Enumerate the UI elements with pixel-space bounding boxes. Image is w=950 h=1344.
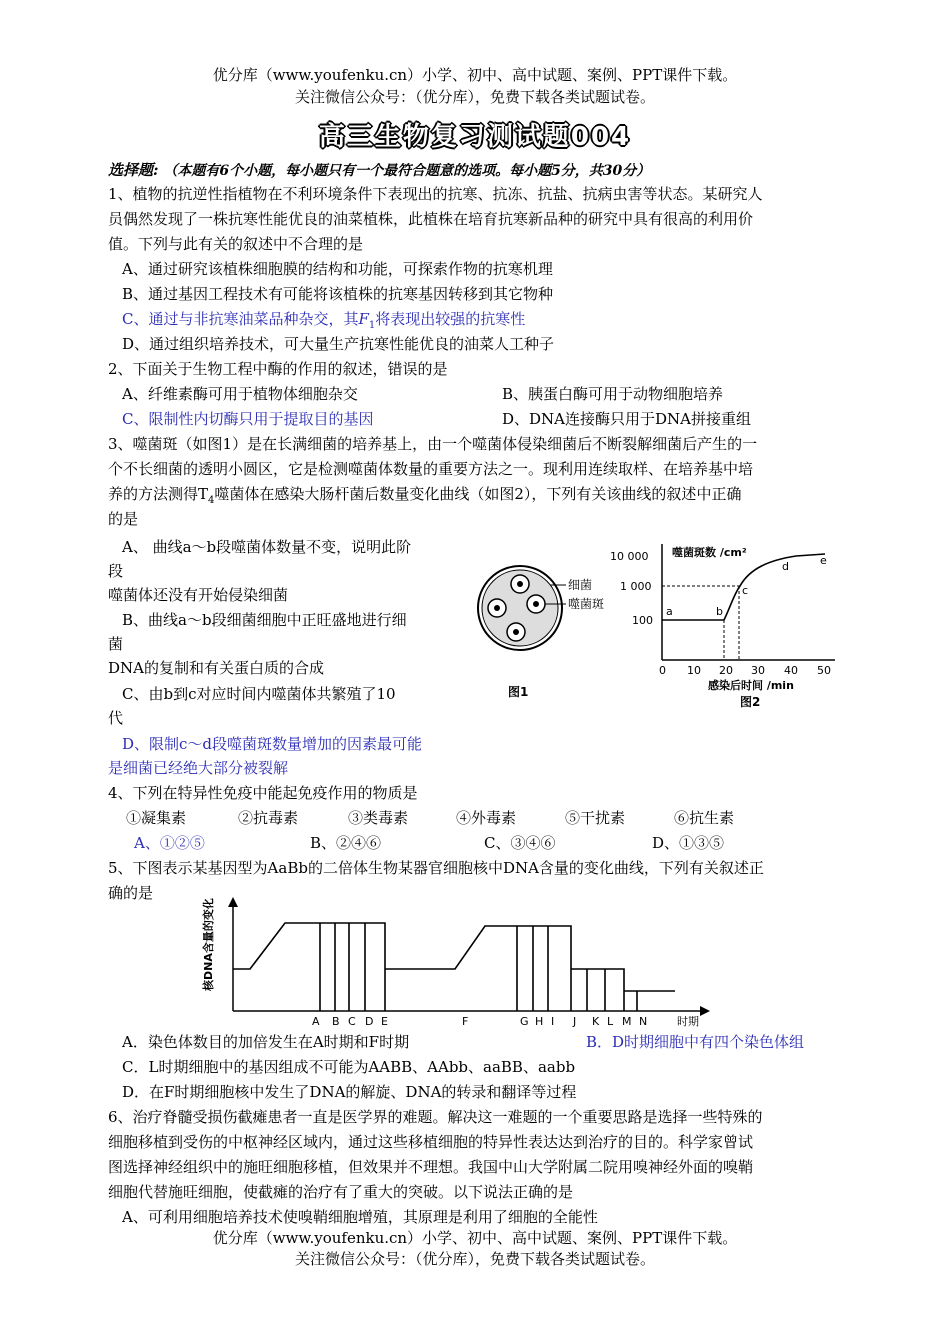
- q4-option-d: D、①③⑤: [652, 834, 725, 852]
- q3-stem-3: [108, 482, 741, 506]
- q2-option-b: B、胰蛋白酶可用于动物细胞培养: [502, 385, 724, 403]
- label-bacteria: 细菌: [568, 578, 593, 592]
- header-line-1: 优分库（www.youfenku.cn）小学、初中、高中试题、案例、PPT课件下载。: [212, 66, 738, 84]
- q3-option-d-2: 是细菌已经绝大部分被裂解: [108, 759, 289, 777]
- q3-option-c-1: C、由b到c对应时间内噬菌体共繁殖了10: [122, 685, 396, 703]
- section-label: 选择题:: [108, 161, 159, 179]
- x-tick-label: 0: [659, 664, 666, 677]
- q3-option-b-2: 菌: [108, 635, 124, 653]
- q6-stem-2: 细胞移植到受伤的中枢神经区域内，通过这些移植细胞的特异性表达达到治疗的目的。科学家曾试: [108, 1133, 754, 1151]
- q5-stem-1: 5、下图表示某基因型为AaBb的二倍体生物某器官细胞核中DNA含量的变化曲线，下列有关叙述正: [108, 859, 764, 877]
- q1-option-c-text-1: C、通过与非抗寒油菜品种杂交，其: [122, 310, 359, 328]
- x-tick-label: A: [312, 1015, 320, 1028]
- x-tick-label: H: [535, 1015, 544, 1028]
- point-c: c: [742, 584, 749, 597]
- x-tick-label: E: [381, 1015, 388, 1028]
- plaque: [507, 623, 525, 641]
- x-tick-label: K: [592, 1015, 600, 1028]
- q1-stem-2: 员偶然发现了一株抗寒性能优良的油菜植株，此植株在培育抗寒新品种的研究中具有很高的利用价: [108, 210, 754, 228]
- page-header: [0, 64, 950, 108]
- q4-item: ⑤干扰素: [565, 809, 626, 827]
- q4-item: ③类毒素: [348, 809, 409, 827]
- x-axis-label: 时期: [677, 1015, 699, 1028]
- point-b: b: [716, 605, 723, 618]
- q6-stem-4: 细胞代替施旺细胞，使截瘫的治疗有了重大的突破。以下说法正确的是: [108, 1183, 574, 1201]
- dna-curve: [233, 923, 675, 1011]
- figure-2-caption: 图2: [740, 695, 761, 709]
- x-tick-label: J: [573, 1015, 577, 1028]
- section-note: （本题有6个小题，每小题只有一个最符合题意的选项。每小题5分，共30分）: [163, 163, 651, 179]
- page-footer: [0, 1228, 950, 1270]
- q2-option-c: C、限制性内切酶只用于提取目的基因: [122, 410, 374, 428]
- x-tick-label: 50: [817, 664, 831, 677]
- q2-option-a: A、纤维素酶可用于植物体细胞杂交: [122, 385, 358, 403]
- y-axis-label: 噬菌斑数 /cm²: [672, 546, 747, 559]
- y-tick-label: 100: [632, 614, 653, 627]
- plaque: [511, 575, 529, 593]
- point-e: e: [820, 554, 827, 567]
- q3-option-b-3: DNA的复制和有关蛋白质的合成: [108, 659, 324, 677]
- q4-item: ⑥抗生素: [674, 809, 735, 827]
- q1-stem-1: 1、植物的抗逆性指植物在不利环境条件下表现出的抗寒、抗冻、抗盐、抗病虫害等状态。某研究人: [108, 185, 763, 203]
- x-axis-arrow: [700, 1006, 710, 1016]
- q3-stem-2: 个不长细菌的透明小圆区，它是检测噬菌体数量的重要方法之一。现利用连续取样、在培养基中培: [108, 460, 754, 478]
- q3-stem-3-sub: 4: [208, 495, 215, 506]
- figure-2: [610, 538, 850, 710]
- footer-line-1: 优分库（www.youfenku.cn）小学、初中、高中试题、案例、PPT课件下载。: [212, 1229, 738, 1247]
- q1-option-b: B、通过基因工程技术有可能将该植株的抗寒基因转移到其它物种: [122, 285, 554, 303]
- q4-option-c: C、③④⑥: [484, 834, 556, 852]
- section-heading: [108, 158, 650, 182]
- q4-option-a: A、①②⑤: [134, 834, 205, 852]
- y-tick-label: 1 000: [620, 580, 652, 593]
- q6-stem-1: 6、治疗脊髓受损伤截瘫患者一直是医学界的难题。解决这一难题的一个重要思路是选择一些特殊的: [108, 1108, 763, 1126]
- page-title: 高三生物复习测试题004: [318, 122, 632, 152]
- q1-option-c-f: F: [358, 310, 369, 328]
- point-d: d: [782, 560, 789, 573]
- y-tick-label: 10 000: [610, 550, 649, 563]
- q4-item: ②抗毒素: [238, 809, 299, 827]
- footer-line-2: 关注微信公众号：（优分库），免费下载各类试题试卷。: [294, 1250, 655, 1268]
- q6-option-a: A、可利用细胞培养技术使嗅鞘细胞增殖，其原理是利用了细胞的全能性: [122, 1208, 598, 1226]
- q5-option-d: D．在F时期细胞核中发生了DNA的解旋、DNA的转录和翻译等过程: [122, 1083, 577, 1101]
- q4-item: ④外毒素: [456, 809, 517, 827]
- q3-stem-4: 的是: [108, 510, 139, 528]
- q1-option-a: A、通过研究该植株细胞膜的结构和功能，可探索作物的抗寒机理: [122, 260, 553, 278]
- q3-option-a-3: 噬菌体还没有开始侵染细菌: [108, 586, 289, 604]
- x-tick-label: F: [462, 1015, 469, 1028]
- q4-stem: 4、下列在特异性免疫中能起免疫作用的物质是: [108, 784, 418, 802]
- q1-stem-3: 值。下列与此有关的叙述中不合理的是: [108, 235, 364, 253]
- x-tick-label: G: [520, 1015, 529, 1028]
- plaque: [527, 595, 545, 613]
- plaque: [488, 599, 506, 617]
- q5-option-b: B．D时期细胞中有四个染色体组: [586, 1033, 805, 1051]
- q2-stem: 2、下面关于生物工程中酶的作用的叙述，错误的是: [108, 360, 448, 378]
- q4-option-b: B、②④⑥: [310, 834, 382, 852]
- point-a: a: [666, 605, 673, 618]
- x-tick-label: I: [551, 1015, 555, 1028]
- x-tick-label: 30: [751, 664, 765, 677]
- x-tick-label: N: [639, 1015, 648, 1028]
- y-axis-arrow: [228, 897, 238, 907]
- q1-option-c-sub: 1: [368, 320, 376, 331]
- q3-stem-3-a: 养的方法测得T: [108, 485, 209, 503]
- x-tick-label: M: [622, 1015, 632, 1028]
- figure-1-caption: 图1: [508, 685, 529, 699]
- x-tick-label: L: [607, 1015, 614, 1028]
- q4-item: ①凝集素: [126, 809, 187, 827]
- q3-option-c-2: 代: [108, 709, 124, 727]
- figure-1: [470, 560, 620, 710]
- q3-stem-3-b: 噬菌体在感染大肠杆菌后数量变化曲线（如图2），下列有关该曲线的叙述中正确: [214, 485, 742, 503]
- q3-stem-1: 3、噬菌斑（如图1）是在长满细菌的培养基上，由一个噬菌体侵染细菌后不断裂解细菌后产生的一: [108, 435, 758, 453]
- q5-option-c: C．L时期细胞中的基因组成不可能为AABB、AAbb、aaBB、aabb: [122, 1058, 576, 1076]
- q6-stem-3: 图选择神经组织中的施旺细胞移植，但效果并不理想。我国中山大学附属二院用嗅神经外面的嗅鞘: [108, 1158, 754, 1176]
- header-line-2: 关注微信公众号：（优分库），免费下载各类试题试卷。: [294, 88, 655, 106]
- q1-option-c-text-2: 将表现出较强的抗寒性: [375, 310, 526, 328]
- x-axis-label: 感染后时间 /min: [708, 679, 794, 692]
- x-tick-label: 10: [687, 664, 701, 677]
- dna-content-chart: [195, 893, 715, 1033]
- q2-option-d: D、DNA连接酶只用于DNA拼接重组: [502, 410, 751, 428]
- q3-option-a-2: 段: [108, 562, 124, 580]
- x-tick-label: C: [348, 1015, 356, 1028]
- x-tick-label: D: [365, 1015, 374, 1028]
- q3-option-d-1: D、限制c～d段噬菌斑数量增加的因素最可能: [122, 735, 423, 753]
- q1-option-c: [122, 307, 525, 331]
- q1-option-d: D、通过组织培养技术，可大量生产抗寒性能优良的油菜人工种子: [122, 335, 555, 353]
- label-plaque: 噬菌斑: [568, 597, 605, 611]
- q3-option-a-1: A、 曲线a～b段噬菌体数量不变，说明此阶: [122, 538, 412, 556]
- y-axis-label: 核DNA含量的变化: [202, 898, 215, 991]
- q3-option-b-1: B、曲线a～b段细菌细胞中正旺盛地进行细: [122, 611, 407, 629]
- x-tick-label: 40: [784, 664, 798, 677]
- x-tick-label: B: [332, 1015, 340, 1028]
- q5-stem-2: 确的是: [108, 884, 154, 902]
- q5-option-a: A．染色体数目的加倍发生在A时期和F时期: [122, 1033, 410, 1051]
- x-tick-label: 20: [719, 664, 733, 677]
